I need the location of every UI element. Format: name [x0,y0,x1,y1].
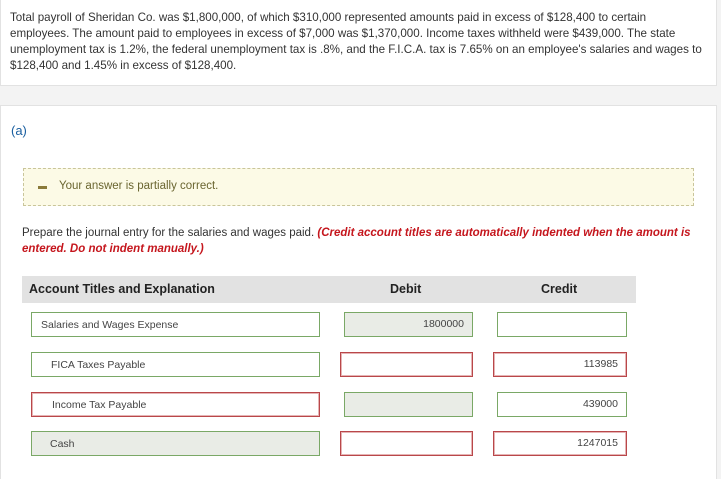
part-a-panel [0,105,717,479]
table-row [1,352,718,378]
part-label: (a) [11,123,27,138]
account-value: FICA Taxes Payable [51,359,146,371]
account-field[interactable] [31,352,320,377]
instruction-text: Prepare the journal entry for the salaries and wages paid. [22,227,315,239]
credit-field[interactable]: 439000 [497,392,627,417]
instructions [22,225,702,257]
header-credit: Credit [541,282,578,296]
account-value: Income Tax Payable [52,399,147,411]
account-field[interactable] [31,392,320,417]
debit-field[interactable]: 1800000 [344,312,473,337]
header-debit: Debit [390,282,422,296]
debit-field[interactable] [340,352,473,377]
header-account: Account Titles and Explanation [29,282,215,296]
feedback-banner [23,168,694,206]
feedback-message: Your answer is partially correct. [59,180,219,192]
problem-text: Total payroll of Sheridan Co. was $1,800,000, of which $310,000 represented amounts paid in excess of $128,400 to certain employees. The amount paid to employees in excess of $7,000 was $1,370,000. Income taxes withheld were $439,000. The state unemployment tax is 1.2%, the federal unemployment tax is .8%, and the F.I.C.A. tax is 7.65% on an employee's salaries and wages to $128,400 and 1.45% in excess of $128,400. [10,11,702,72]
partial-icon [38,186,47,189]
credit-field[interactable] [497,312,627,337]
credit-field[interactable]: 1247015 [493,431,627,456]
account-field[interactable] [31,312,320,337]
problem-statement [0,0,717,86]
instruction-note: (Credit account titles are automatically indented when the amount is entered. Do not indent manually.) [22,227,691,255]
account-value: Cash [50,438,75,450]
credit-field[interactable]: 113985 [493,352,627,377]
table-row [1,312,718,338]
account-value: Salaries and Wages Expense [41,319,179,331]
table-row [1,431,718,457]
table-row [1,392,718,418]
table-header [22,276,636,303]
account-field[interactable] [31,431,320,456]
debit-field[interactable] [340,431,473,456]
debit-field[interactable] [344,392,473,417]
